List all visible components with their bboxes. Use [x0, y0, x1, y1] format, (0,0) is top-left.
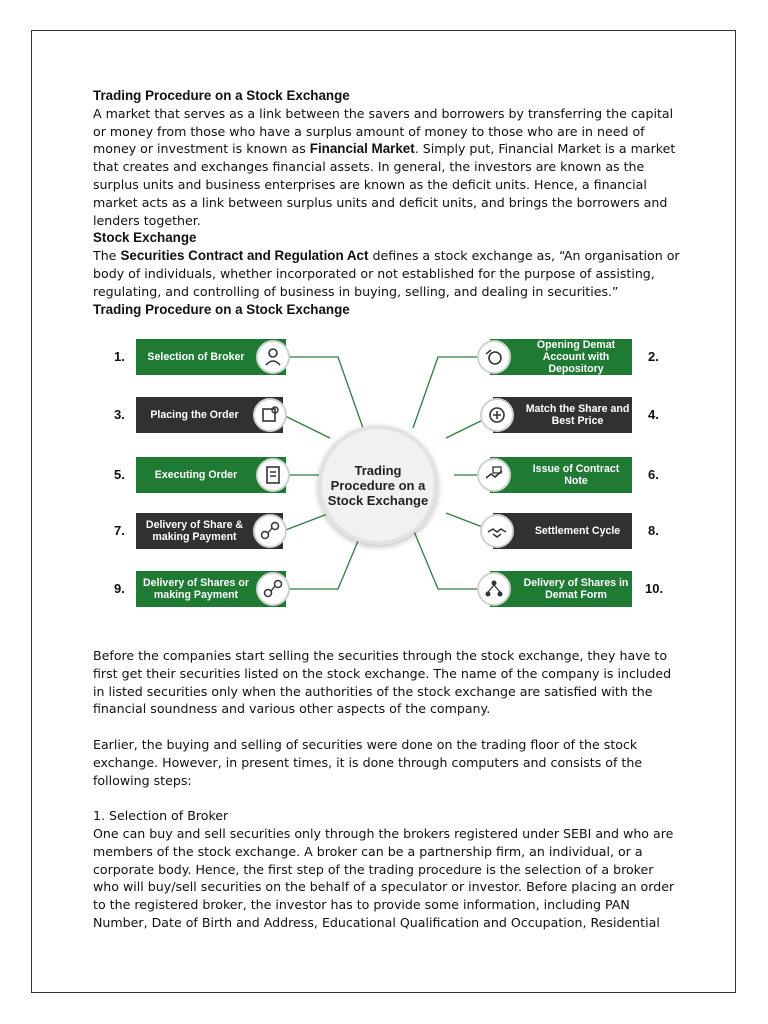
step-10-demat-form: Delivery of Shares in Demat Form	[490, 571, 632, 607]
step-5-executing-order: Executing Order	[136, 457, 286, 493]
step-number-9: 9.	[114, 581, 125, 596]
step-8-settlement-cycle: Settlement Cycle	[493, 513, 632, 549]
broker-icon	[256, 340, 290, 374]
intro-text-1: A market that serves as a link between the savers and borrowers by transferring the capital or money from those who have a surplus amount of money to those who are in need of money or investment is known as	[93, 105, 674, 157]
step-number-5: 5.	[114, 467, 125, 482]
step-number-4: 4.	[648, 407, 659, 422]
match-icon	[480, 398, 514, 432]
center-circle: Trading Procedure on a Stock Exchange	[318, 425, 438, 545]
step-number-8: 8.	[648, 523, 659, 538]
trading-procedure-diagram	[108, 333, 668, 618]
step-number-1: 1.	[114, 349, 125, 364]
step-number-3: 3.	[114, 407, 125, 422]
step1-paragraph: One can buy and sell securities only through the brokers registered under SEBI and who are members of the stock exchange. A broker can be a partnership firm, an individual, or a corporate body. Hence, the first step of the trading procedure is the selection of a broker who will buy/sell securities on the behalf of a speculator or investor. Before placing an order to the registered broker, the investor has to provide some information, including PAN Number, Date of Birth and Address, Educational Qualification and Occupation, Residential	[93, 825, 675, 930]
step-2-opening-demat: Opening Demat Account with Depository	[490, 339, 632, 375]
step-1-selection-of-broker: Selection of Broker	[136, 339, 286, 375]
step1-heading: 1. Selection of Broker	[93, 808, 229, 824]
step-number-7: 7.	[114, 523, 125, 538]
step-number-6: 6.	[648, 467, 659, 482]
stock-exchange-paragraph	[93, 247, 683, 300]
step-9-delivery-shares-payment: Delivery of Shares or making Payment	[136, 571, 286, 607]
se-text-2: defines a stock exchange as, “An organisation or body of individuals, whether incorporated or not established for the purpose of assisting, regulating, and controlling of business in buying, selling, and dealing in securities.”	[93, 248, 680, 299]
se-text-1: The	[93, 248, 121, 264]
earlier-paragraph: Earlier, the buying and selling of securities were done on the trading floor of the stock exchange. However, in present times, it is done through computers and consists of the following steps:	[93, 736, 643, 788]
body-block	[93, 647, 683, 932]
handshake-icon	[480, 514, 514, 548]
payment-icon	[256, 572, 290, 606]
intro-block	[93, 87, 683, 318]
account-icon	[477, 340, 511, 374]
execute-icon	[256, 458, 290, 492]
network-icon	[477, 572, 511, 606]
step-3-placing-order: Placing the Order	[136, 397, 283, 433]
contract-icon	[477, 458, 511, 492]
step-6-contract-note: Issue of Contract Note	[490, 457, 632, 493]
step-number-10: 10.	[645, 581, 664, 596]
step-4-match-share: Match the Share and Best Price	[493, 397, 632, 433]
heading-trading-procedure-2: Trading Procedure on a Stock Exchange	[93, 301, 350, 317]
heading-trading-procedure: Trading Procedure on a Stock Exchange	[93, 88, 350, 103]
listing-paragraph: Before the companies start selling the securities through the stock exchange, they have to first get their securities listed on the stock exchange. The name of the company is included in listed securities only when the authorities of the stock exchange are satisfied with the financial soundness and various other aspects of the company.	[93, 648, 672, 717]
heading-stock-exchange: Stock Exchange	[93, 230, 197, 246]
payment-icon	[253, 514, 287, 548]
scra-term: Securities Contract and Regulation Act	[120, 248, 369, 264]
intro-paragraph	[93, 105, 683, 230]
step-number-2: 2.	[648, 349, 659, 364]
step-7-delivery-payment: Delivery of Share & making Payment	[136, 513, 283, 549]
order-icon	[253, 398, 287, 432]
financial-market-term: Financial Market	[309, 141, 415, 157]
intro-text-2: . Simply put, Financial Market is a market that creates and exchanges financial assets. In general, the investors are known as the surplus units and business enterprises are known as the deficit units. Hence, a financial market acts as a link between surplus units and deficit units, and brings the borrowers and lenders together.	[93, 141, 676, 228]
